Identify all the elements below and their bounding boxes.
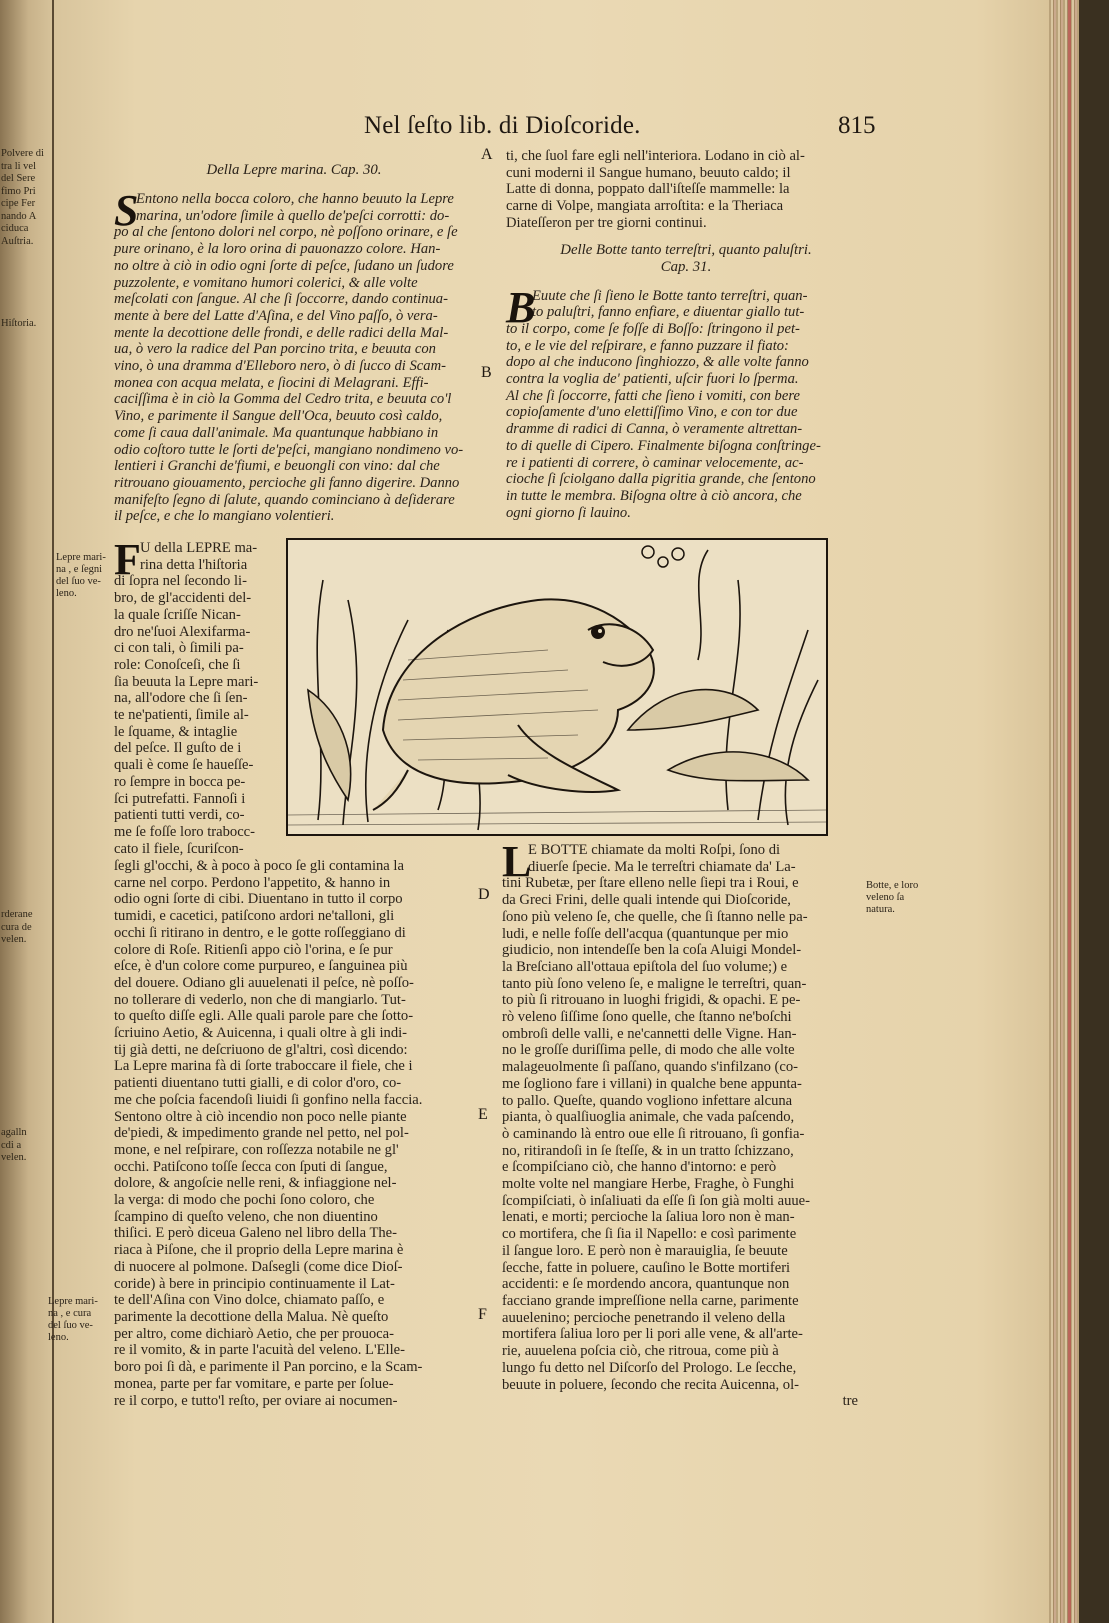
text-line: to più ſi ritrouano in luoghi frigidi, & opachi. E pe-: [502, 992, 801, 1009]
text-line: po al che ſentono dolori nel corpo, nè poſſono orinare, e ſe: [114, 224, 458, 241]
text-line: accidenti: e ſe mordendo ancora, quantunque non: [502, 1276, 790, 1293]
text-line: meſcolati con ſangue. Al che ſi ſoccorre, dando continua-: [114, 291, 448, 308]
text-line: pianta, ò qualſiuoglia animale, che vada paſcendo,: [502, 1109, 795, 1126]
text-line: ombroſi delle valli, e ne'cannetti delle Vigne. Han-: [502, 1025, 797, 1042]
text-line: di nuocere al polmone. Daſsegli (come dice Dioſ-: [114, 1258, 403, 1275]
text-line: e ſcompiſciano ciò, che hanno d'intorno: e però: [502, 1159, 777, 1176]
text-line: mente la decottione delle frondi, e delle radici della Mal-: [114, 324, 449, 341]
chapter-30-text: [114, 162, 474, 525]
text-line: giudicio, non intendeſſe ben la coſa Aluigi Mondel-: [502, 942, 802, 959]
margin-note-botte: Botte, e loro veleno ſa natura.: [866, 880, 919, 915]
text-line: ti, che ſuol fare egli nell'interiora. Lodano in ciò al-: [506, 148, 805, 164]
text-line: te ne'patienti, ſimile al-: [114, 707, 249, 724]
left-page-fragment: agalln cdi a velen.: [1, 1127, 27, 1163]
text-line: odio ogni ſorte di cibi. Diuentano in tutto il corpo: [114, 891, 403, 908]
margin-letter-a: A: [481, 146, 493, 163]
text-line: Euute che ſi ſieno le Botte tanto terreſtri, quan-: [532, 287, 808, 304]
text-line: contra la voglia de' patienti, uſcir fuori lo ſperma.: [506, 371, 799, 388]
text-line: no le groſſe duriſſima pelle, di modo che alle volte: [502, 1042, 795, 1059]
text-line: bro, de gl'accidenti del-: [114, 590, 252, 607]
lepre-history-wide: [114, 858, 474, 1409]
running-head: Nel ſeſto lib. di Dioſcoride.: [364, 112, 641, 139]
margin-letter-b: B: [481, 364, 492, 381]
chapter-30-continuation: [506, 148, 866, 232]
lepre-history-lines: [114, 535, 284, 857]
text-line: ogni giorno ſi lauino.: [506, 504, 631, 521]
text-line: dopo al che inducono ſinghiozzo, & alle volte fanno: [506, 354, 809, 371]
left-page-fragment: Hiſtoria.: [1, 318, 37, 329]
text-line: tumidi, e cacetici, patiſcono ardori ne'talloni, gli: [114, 908, 395, 925]
text-line: ſecche, fatte in poluere, cauſino le Botte mortiferi: [502, 1259, 791, 1276]
text-line: tini Rubetæ, per ſtare elleno nelle ſiepi tra i Roui, e: [502, 875, 799, 892]
text-line: marina, un'odore ſimile à quello de'peſci corrotti: do-: [136, 207, 450, 224]
text-line: la Breſciano all'ottaua epiſtola del ſuo volume;) e: [502, 958, 788, 975]
text-line: me ſe foſſe loro trabocc-: [114, 823, 256, 840]
chapter-31-cap: Cap. 31.: [660, 258, 712, 275]
text-line: La Lepre marina fà di ſorte traboccare il fiele, che i: [114, 1058, 413, 1075]
text-line: monea con acqua melata, e ſiocini di Melagrani. Effi-: [114, 374, 429, 391]
text-line: ritrouano giouamento, percioche gli fanno digerire. Danno: [114, 474, 460, 491]
page-edge: [1049, 0, 1079, 1623]
catchword: tre: [842, 1393, 858, 1410]
text-line: occhi. Patiſcono toſſe ſecca con ſputi di ſangue,: [114, 1158, 388, 1175]
text-line: eſce, è d'un colore come purpureo, e ſanguinea più: [114, 958, 408, 975]
text-line: to il corpo, come ſe foſſe di Boſſo: ſtringono il pet-: [506, 320, 800, 337]
text-line: coride) à bere in principio continuamente il Lat-: [114, 1275, 395, 1292]
text-line: colore di Roſe. Ritienſi appo ciò l'orina, e ſe pur: [114, 941, 393, 958]
text-line: to pallo. Queſte, quando vogliono infettare alcuna: [502, 1092, 793, 1109]
text-line: parimente la decottione della Malua. Nè queſto: [114, 1308, 389, 1325]
text-line: no oltre à ciò in odio ogni ſorte di peſce, ſudano un ſudore: [114, 257, 454, 274]
text-line: pure orinano, è la loro orina di pauonazzo colore. Han-: [114, 241, 441, 258]
text-line: lungo fu detto nel Diſcorſo del Prologo. Le ſecche,: [502, 1359, 797, 1376]
text-line: il peſce, e che lo mangiano volentieri.: [114, 508, 335, 525]
text-line: del douere. Odiano gli auuelenati il peſce, nè poſſo-: [114, 974, 414, 991]
text-line: te dell'Aſina con Vino dolce, chiamato paſſo, e: [114, 1292, 385, 1309]
text-line: ludi, e nelle foſſe dell'acqua (quantunque per mio: [502, 925, 789, 942]
text-line: me che poſcia facendoſi liuidi ſi gonfino nella faccia.: [114, 1091, 423, 1108]
text-line: to di quelle di Cipero. Finalmente biſogna conſtringe-: [506, 437, 821, 454]
text-line: in tutte le membra. Biſogna oltre à ciò ancora, che: [506, 487, 802, 504]
text-line: cioche ſi ſciolgano dalla pigritia grande, che ſentono: [506, 471, 816, 488]
text-line: to, e le vie del reſpirare, e fanno puzzare il fiato:: [506, 337, 789, 354]
text-line: Sentono oltre à ciò incendio non poco nelle piante: [114, 1108, 407, 1125]
text-line: ci con tali, ò ſimili pa-: [114, 640, 244, 657]
toad-woodcut-illustration: [286, 538, 828, 836]
text-line: role: Conoſceſi, che ſi: [114, 656, 241, 673]
text-line: diuerſe ſpecie. Ma le terreſtri chiamate da' La-: [528, 858, 796, 875]
margin-letter-e: E: [478, 1106, 488, 1123]
text-line: carne di Volpe, mangiata arroſtita: e la Theriaca: [506, 198, 784, 215]
text-line: re i patienti di correre, ò caminar velocemente, ac-: [506, 454, 804, 471]
text-line: rò veleno ſiſſime ſono quelle, che ſtanno ne'boſchi: [502, 1009, 792, 1026]
left-page-fragment: Polvere di tra li vel del Sere fimo Pri cipe Fer nando A ciduca Auſtria.: [1, 148, 44, 247]
text-line: Vino, e parimente il Sangue dell'Oca, beuuto così caldo,: [114, 408, 443, 425]
text-line: dolore, & angoſcie nelle reni, & infiaggione nel-: [114, 1175, 397, 1192]
text-line: monea, parte per far vomitare, e parte per ſolue-: [114, 1375, 394, 1392]
dropcap-s: S: [114, 186, 139, 235]
text-line: facciano grande impreſſione nella carne, parimente: [502, 1292, 799, 1309]
text-line: copioſamente d'uno elettiſſimo Vino, e con tor due: [506, 404, 798, 421]
text-line: re il vomito, & in parte l'acuità del veleno. L'Elle-: [114, 1342, 405, 1359]
text-line: malageuolmente ſi paſſano, quando s'infilzano (co-: [502, 1059, 799, 1076]
margin-note-lepre-signs: Lepre mari- na , e ſegni del ſuo ve- leno.: [56, 552, 106, 599]
text-line: me ſogliono fare i villani) in qualche bene appunta-: [502, 1075, 802, 1092]
text-line: manifeſto ſegno di ſalute, quando cominciano à deſiderare: [114, 491, 455, 508]
text-line: no, ritirandoſi in ſe ſteſſe, & in un tratto ſchizzano,: [502, 1142, 794, 1159]
left-page-fragment: rderane cura de velen.: [1, 909, 33, 945]
text-line: ſegli gl'occhi, & à poco à poco ſe gli contamina la: [114, 858, 404, 874]
text-line: ſci putrefatti. Fannoſi i: [114, 790, 246, 807]
text-line: riaca à Piſone, che il proprio della Lepre marina è: [114, 1242, 404, 1259]
text-line: patienti diuentano tutti gialli, e di color d'oro, co-: [114, 1075, 402, 1092]
dropcap-b: B: [506, 282, 536, 332]
text-line: Latte di donna, poppato dall'iſteſſe mammelle: la: [506, 181, 790, 198]
text-line: da Greci Frini, delle quali intende qui Dioſcoride,: [502, 892, 791, 909]
text-line: puzzolente, e vomitano humori colerici, & alle volte: [114, 274, 418, 291]
text-line: lentieri i Granchi de'fiumi, e beuongli con vino: dal che: [114, 458, 440, 475]
chapter-30-heading: Della Lepre marina. Cap. 30.: [206, 162, 382, 178]
text-line: Diateſſeron per tre giorni continui.: [506, 214, 707, 231]
text-line: cuni moderni il Sangue humano, beuuto caldo; il: [506, 164, 791, 181]
text-line: auuelenino; percioche penetrando il veleno della: [502, 1309, 786, 1326]
left-page-edge: [0, 0, 54, 1623]
text-line: tij già detti, ne deſcriuono de gl'altri, così dicendo:: [114, 1041, 408, 1058]
text-line: E BOTTE chiamate da molti Roſpi, ſono di: [528, 842, 781, 858]
text-line: ua, ò vero la radice del Pan porcino trita, e beuuta con: [114, 341, 436, 358]
chapter-31-heading: Delle Botte tanto terreſtri, quanto paluſtri.: [560, 241, 812, 258]
page-number: 815: [838, 112, 876, 139]
text-line: molte volte nel mangiare Herbe, Fraghe, ò Funghi: [502, 1176, 795, 1193]
text-line: re il corpo, e tutto'l reſto, per oviare ai nocumen-: [114, 1392, 398, 1409]
text-line: to queſto diſſe egli. Alle quali parole pare che ſotto-: [114, 1008, 414, 1025]
dropcap-f: F: [114, 535, 141, 584]
text-line: na, all'odore che ſi ſen-: [114, 690, 248, 707]
text-line: patienti tutti verdi, co-: [114, 807, 245, 824]
text-line: boro poi ſi dà, e parimente il Pan porcino, e la Scam-: [114, 1359, 423, 1376]
text-line: per altro, come dichiarò Aetio, che per prouoca-: [114, 1325, 394, 1342]
lepre-history-narrow: [114, 535, 284, 857]
text-line: co mortifera, che ſi ſia il Napello: e così parimente: [502, 1226, 797, 1243]
botte-lines: [502, 837, 862, 1393]
book-page: [48, 0, 1079, 1623]
botte-discussion: [502, 837, 862, 1410]
dropcap-l: L: [502, 837, 532, 886]
text-line: Entono nella bocca coloro, che hanno beuuto la Lepre: [136, 191, 454, 207]
text-line: to paluſtri, fanno enfiare, e diuentar giallo tut-: [532, 304, 805, 321]
text-line: de'piedi, & impedimento grande nel petto, nel pol-: [114, 1125, 409, 1142]
text-line: dro ne'ſuoi Alexifarma-: [114, 623, 251, 640]
margin-letter-f: F: [478, 1306, 487, 1323]
text-line: mortifera ſaliua loro per li pori alle vene, & all'arte-: [502, 1326, 803, 1343]
text-line: dramme di radici di Canna, ò veramente altrettan-: [506, 421, 803, 438]
chapter-31-body: [506, 282, 866, 522]
text-line: mone, e nel reſpirare, con roſſezza notabile ne gl': [114, 1141, 399, 1158]
text-line: tanto più ſono veleno ſe, e maligne le terreſtri, quan-: [502, 975, 807, 992]
text-line: odio coſtoro tutte le ſorti de'peſci, mangiano nondimeno vo-: [114, 441, 464, 458]
text-line: ſia beuuta la Lepre mari-: [114, 673, 259, 690]
text-line: caciſſima è in ciò la Gomma del Cedro trita, e beuuta co'l: [114, 391, 452, 408]
text-line: rina detta l'hiſtoria: [140, 556, 248, 573]
text-line: ſcampino di queſto veleno, che non diuentino: [114, 1208, 378, 1225]
text-line: no tollerare di vederlo, non che di mangiarlo. Tut-: [114, 991, 406, 1008]
margin-note-lepre-cure: Lepre mari- na , e cura del ſuo ve- leno.: [48, 1296, 98, 1343]
text-line: vino, ò una dramma d'Elleboro nero, ò di ſucco di Scam-: [114, 358, 446, 375]
text-line: beuute in poluere, ſecondo che recita Auicenna, ol-: [502, 1376, 800, 1393]
text-line: la verga: di modo che pochi ſono coloro, che: [114, 1192, 375, 1209]
text-line: thiſici. E però diceua Galeno nel libro della The-: [114, 1225, 397, 1242]
margin-letter-d: D: [478, 886, 490, 903]
text-line: ſcriuino Aetio, & Auicenna, i quali oltre à gli indi-: [114, 1025, 408, 1042]
text-line: quali è come ſe haueſſe-: [114, 757, 254, 774]
text-line: occhi ſi ritirano in dentro, e le gotte roſſeggiano di: [114, 924, 406, 941]
chapter-30-body: [114, 186, 474, 525]
lepre-history-continued: [114, 858, 474, 1409]
chapter-31-column: [506, 148, 866, 521]
text-line: di ſopra nel ſecondo li-: [114, 573, 247, 590]
text-line: rie, auuelena poſcia ciò, che ritroua, come più à: [502, 1343, 779, 1360]
text-line: Al che ſi ſoccorre, fatti che ſieno i vomiti, con bere: [506, 387, 800, 404]
text-line: come ſi caua dall'animale. Ma quantunque habbiano in: [114, 424, 439, 441]
text-line: lenati, e morti; percioche la ſaliua loro non è man-: [502, 1209, 795, 1226]
text-line: ò caminando là entro oue elle ſi ritrouano, ſi gonfia-: [502, 1125, 805, 1142]
text-line: ro ſempre in bocca pe-: [114, 773, 246, 790]
toad-illustration-svg: [288, 540, 826, 834]
text-line: ſcompiſciati, ò inſaliuati da eſſe ſi ſon già molti auue-: [502, 1192, 811, 1209]
text-line: la quale ſcriſſe Nican-: [114, 606, 241, 623]
text-line: cato il fiele, ſcuriſcon-: [114, 840, 244, 857]
text-line: le ſquame, & intaglie: [114, 723, 238, 740]
text-line: mente à bere del Latte d'Aſina, e del Vino paſſo, ò vera-: [114, 307, 438, 324]
text-line: carne nel corpo. Perdono l'appetito, & hanno in: [114, 874, 391, 891]
text-line: del peſce. Il guſto de i: [114, 740, 242, 757]
text-line: U della LEPRE ma-: [140, 540, 258, 556]
text-line: ſono più veleno ſe, che quelle, che ſi ſtanno nelle pa-: [502, 908, 808, 925]
text-line: il ſangue loro. E però non è marauiglia, ſe beuute: [502, 1242, 788, 1259]
